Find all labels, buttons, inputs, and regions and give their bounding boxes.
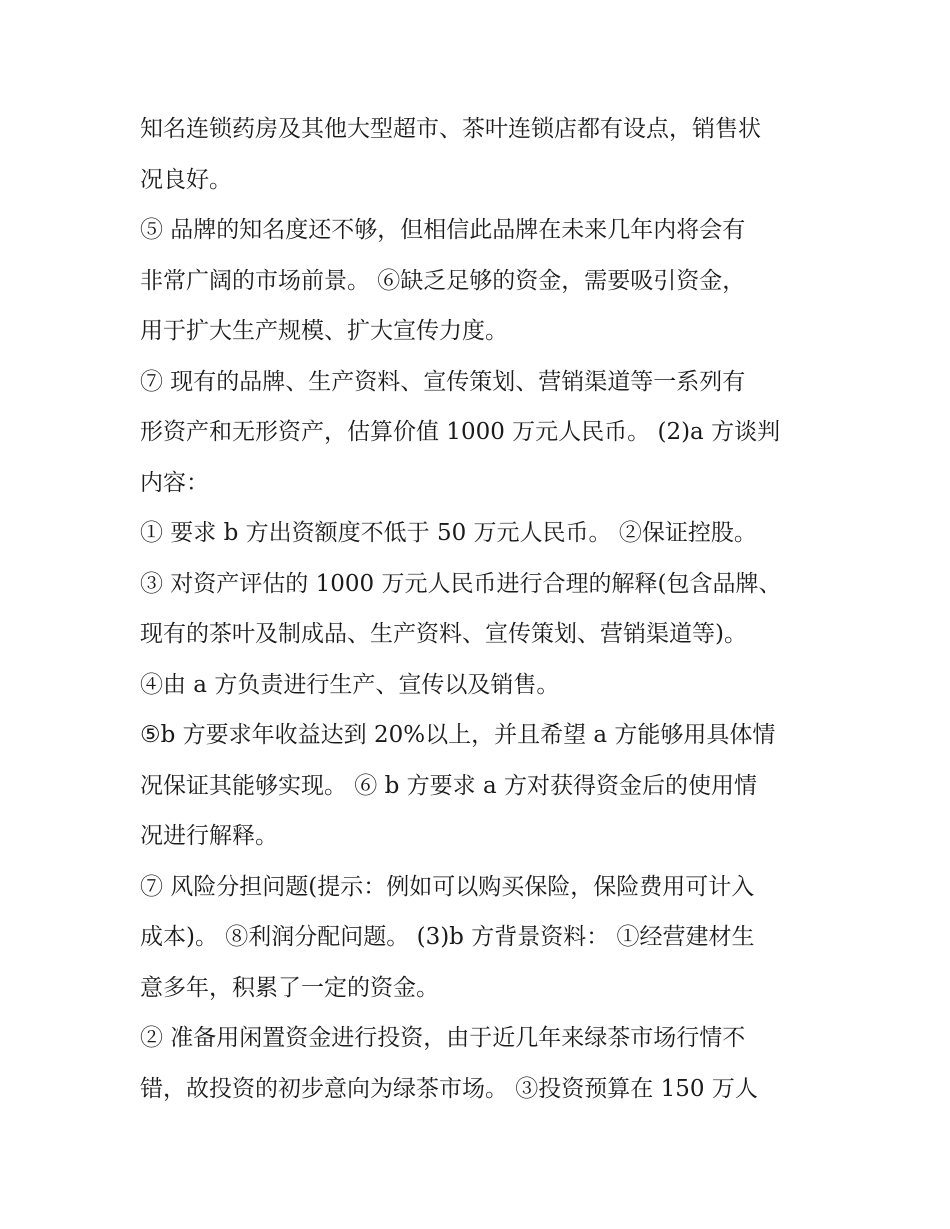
text-line: 况进行解释。	[140, 823, 278, 849]
text-line: ⑤ 品牌的知名度还不够，但相信此品牌在未来几年内将会有	[140, 217, 746, 243]
text-line: 知名连锁药房及其他大型超市、茶叶连锁店都有设点，销售状	[140, 116, 761, 142]
text-line: 现有的茶叶及制成品、生产资料、宣传策划、营销渠道等)。	[140, 621, 747, 647]
text-line: ① 要求 b 方出资额度不低于 50 万元人民币。 ②保证控股。	[140, 520, 757, 546]
text-line: ⑦ 现有的品牌、生产资料、宣传策划、营销渠道等一系列有	[140, 369, 746, 395]
text-line: 成本)。 ⑧利润分配问题。 (3)b 方背景资料： ①经营建材生	[140, 924, 755, 950]
text-line: 错，故投资的初步意向为绿茶市场。 ③投资预算在 150 万人	[140, 1076, 758, 1102]
text-line: ③ 对资产评估的 1000 万元人民币进行合理的解释(包含品牌、	[140, 571, 782, 597]
text-line: 意多年，积累了一定的资金。	[140, 975, 439, 1001]
text-line: ⑦ 风险分担问题(提示：例如可以购买保险，保险费用可计入	[140, 874, 755, 900]
text-line: ② 准备用闲置资金进行投资，由于近几年来绿茶市场行情不	[140, 1025, 746, 1051]
text-line: 内容：	[140, 470, 209, 496]
text-line: ⑤b 方要求年收益达到 20%以上，并且希望 a 方能够用具体情	[140, 722, 776, 748]
text-line: 况良好。	[140, 167, 232, 193]
text-line: 况保证其能够实现。 ⑥ b 方要求 a 方对获得资金后的使用情	[140, 773, 757, 799]
text-line: ④由 a 方负责进行生产、宣传以及销售。	[140, 672, 560, 698]
text-line: 用于扩大生产规模、扩大宣传力度。	[140, 318, 508, 344]
text-line: 形资产和无形资产，估算价值 1000 万元人民币。 (2)a 方谈判	[140, 419, 781, 445]
text-line: 非常广阔的市场前景。 ⑥缺乏足够的资金，需要吸引资金，	[140, 268, 746, 294]
